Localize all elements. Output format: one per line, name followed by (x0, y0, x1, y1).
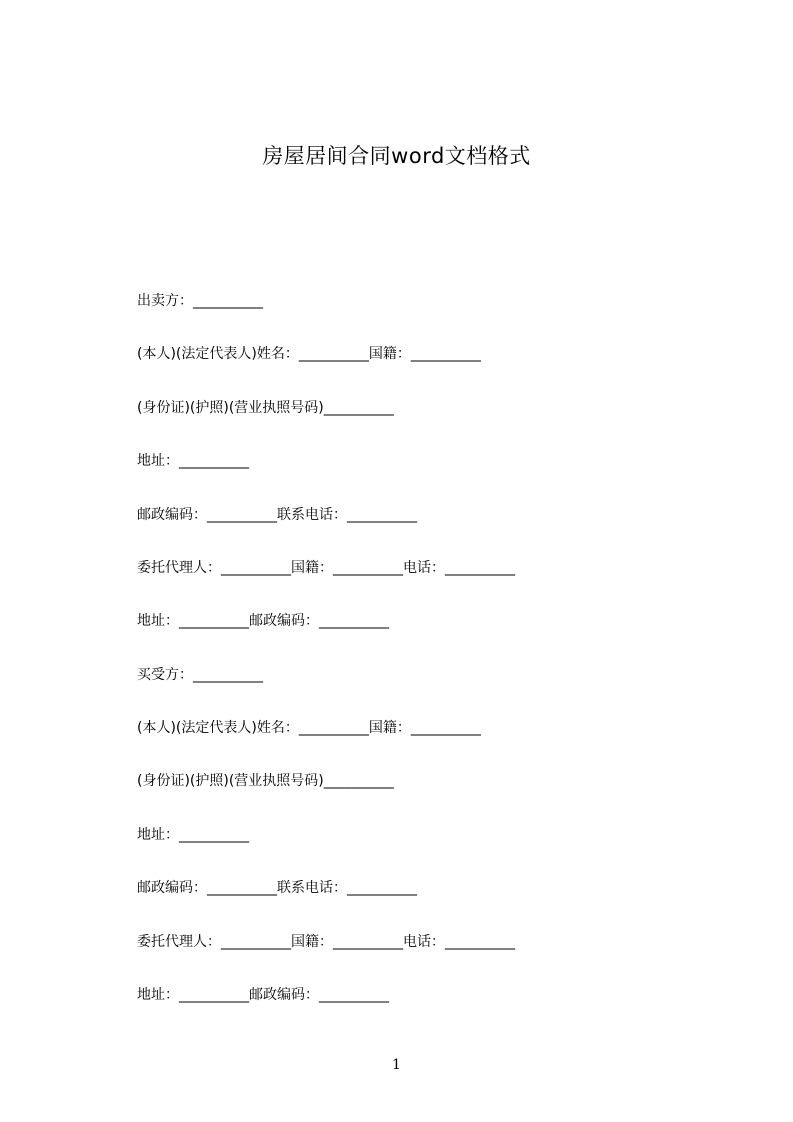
page-number: 1 (392, 1057, 401, 1073)
buyer-agent-line: 委托代理人：__________国籍：__________电话：__________ (137, 934, 515, 950)
seller-line: 出卖方：__________ (137, 293, 263, 309)
buyer-line: 买受方：__________ (137, 667, 263, 683)
buyer-postcode-phone-line: 邮政编码：__________联系电话：__________ (137, 880, 417, 896)
seller-address-line: 地址：__________ (137, 453, 249, 469)
seller-agent-address-line: 地址：__________邮政编码：__________ (137, 613, 389, 629)
buyer-id-line: (身份证)(护照)(营业执照号码)__________ (137, 773, 394, 789)
seller-id-line: (身份证)(护照)(营业执照号码)__________ (137, 400, 394, 416)
buyer-agent-address-line: 地址：__________邮政编码：__________ (137, 987, 389, 1003)
seller-agent-line: 委托代理人：__________国籍：__________电话：__________ (137, 560, 515, 576)
buyer-address-line: 地址：__________ (137, 827, 249, 843)
seller-name-nationality-line: (本人)(法定代表人)姓名：__________国籍：__________ (137, 346, 481, 362)
seller-postcode-phone-line: 邮政编码：__________联系电话：__________ (137, 507, 417, 523)
buyer-name-nationality-line: (本人)(法定代表人)姓名：__________国籍：__________ (137, 720, 481, 736)
document-title: 房屋居间合同word文档格式 (262, 144, 531, 168)
